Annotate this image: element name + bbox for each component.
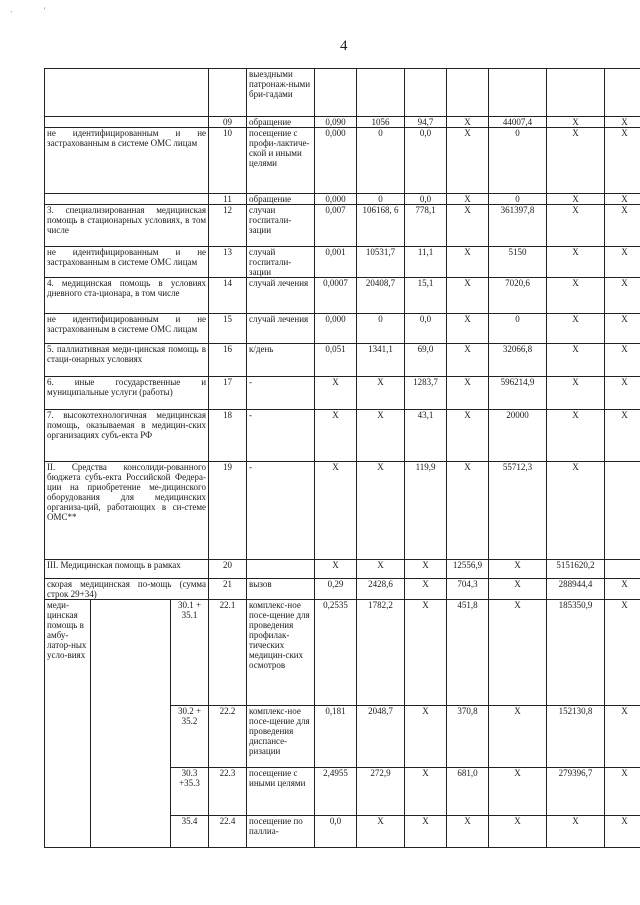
- unit-cell: вызов: [247, 579, 315, 600]
- value-cell: X: [605, 194, 640, 205]
- value-cell: X: [315, 377, 357, 410]
- value-cell: X: [547, 194, 605, 205]
- table-row: [45, 205, 640, 247]
- table-row: [45, 600, 640, 706]
- value-cell: 2048,7: [357, 706, 405, 768]
- value-cell: 12556,9: [447, 560, 489, 579]
- value-cell: X: [547, 247, 605, 278]
- row-code: 20: [209, 560, 247, 579]
- row-label: II. Средства консолиди-рованного бюджета субъ-екта Российской Федера-ции на приобретение ме-дицинского оборудования для медицинских организа-ций, работающих в си-стеме ОМС**: [45, 462, 209, 560]
- value-cell: X: [547, 205, 605, 247]
- value-cell: X: [605, 247, 640, 278]
- value-cell: X: [447, 377, 489, 410]
- value-cell: 681,0: [447, 768, 489, 816]
- value-cell: [605, 462, 640, 560]
- value-cell: [447, 69, 489, 117]
- row-code: 18: [209, 410, 247, 462]
- value-cell: 0,090: [315, 117, 357, 128]
- unit-cell: выездными патронаж-ными бри-гадами: [247, 69, 315, 117]
- value-cell: X: [447, 194, 489, 205]
- value-cell: X: [605, 377, 640, 410]
- row-label: 6. иные государственные и муниципальные услуги (работы): [45, 377, 209, 410]
- value-cell: 0,000: [315, 314, 357, 344]
- value-cell: 596214,9: [489, 377, 547, 410]
- value-cell: X: [315, 462, 357, 560]
- table-row: [45, 69, 640, 117]
- unit-cell: обращение: [247, 194, 315, 205]
- scan-speck-top: ': [44, 6, 46, 15]
- page-number: 4: [340, 38, 348, 54]
- unit-cell: обращение: [247, 117, 315, 128]
- value-cell: X: [489, 600, 547, 706]
- value-cell: X: [447, 278, 489, 314]
- value-cell: 55712,3: [489, 462, 547, 560]
- value-cell: 0,007: [315, 205, 357, 247]
- row-label: 3. специализированная медицинская помощь в стационарных условиях, в том числе: [45, 205, 209, 247]
- value-cell: [605, 560, 640, 579]
- table-row: [45, 579, 640, 600]
- value-cell: 44007,4: [489, 117, 547, 128]
- value-cell: X: [547, 314, 605, 344]
- value-cell: 0: [357, 194, 405, 205]
- value-cell: X: [605, 579, 640, 600]
- value-cell: X: [547, 344, 605, 377]
- value-cell: X: [547, 117, 605, 128]
- table-row: [45, 247, 640, 278]
- value-cell: 94,7: [405, 117, 447, 128]
- value-cell: 778,1: [405, 205, 447, 247]
- value-cell: 2428,6: [357, 579, 405, 600]
- value-cell: X: [447, 128, 489, 194]
- row-label: 5. паллиативная меди-цинская помощь в стаци-онарных условиях: [45, 344, 209, 377]
- row-code: 14: [209, 278, 247, 314]
- row-label: [45, 194, 209, 205]
- row-code: 10: [209, 128, 247, 194]
- value-cell: 5150: [489, 247, 547, 278]
- value-cell: X: [605, 278, 640, 314]
- value-cell: X: [357, 462, 405, 560]
- table-row: [45, 344, 640, 377]
- value-cell: X: [605, 128, 640, 194]
- value-cell: 0,0: [405, 128, 447, 194]
- row-label: скорая медицинская по-мощь (сумма строк 29+34): [45, 579, 209, 600]
- unit-cell: -: [247, 410, 315, 462]
- value-cell: 0: [489, 128, 547, 194]
- value-cell: X: [405, 560, 447, 579]
- value-cell: 0: [489, 314, 547, 344]
- value-cell: X: [447, 410, 489, 462]
- row-code: 15: [209, 314, 247, 344]
- value-cell: X: [605, 344, 640, 377]
- value-cell: [405, 69, 447, 117]
- value-cell: 0,2535: [315, 600, 357, 706]
- value-cell: 2,4955: [315, 768, 357, 816]
- table-row: [45, 410, 640, 462]
- value-cell: X: [489, 706, 547, 768]
- value-cell: X: [489, 560, 547, 579]
- value-cell: 5151620,2: [547, 560, 605, 579]
- value-cell: X: [605, 410, 640, 462]
- value-cell: 272,9: [357, 768, 405, 816]
- row-label: [45, 117, 209, 128]
- value-cell: X: [605, 816, 640, 848]
- value-cell: 0,181: [315, 706, 357, 768]
- value-cell: X: [447, 344, 489, 377]
- value-cell: X: [357, 816, 405, 848]
- table-row: [45, 117, 640, 128]
- value-cell: 1283,7: [405, 377, 447, 410]
- table-row: [45, 560, 640, 579]
- table-row: [45, 194, 640, 205]
- value-cell: X: [547, 462, 605, 560]
- value-cell: [547, 69, 605, 117]
- unit-cell: -: [247, 377, 315, 410]
- value-cell: 1341,1: [357, 344, 405, 377]
- value-cell: X: [447, 247, 489, 278]
- value-cell: 1056: [357, 117, 405, 128]
- value-cell: X: [357, 377, 405, 410]
- statistics-table: [44, 68, 640, 848]
- value-cell: X: [315, 560, 357, 579]
- row-label: не идентифицированным и не застрахованным в системе ОМС лицам: [45, 128, 209, 194]
- table-row: [45, 377, 640, 410]
- value-cell: X: [315, 410, 357, 462]
- value-cell: 451,8: [447, 600, 489, 706]
- value-cell: X: [489, 816, 547, 848]
- value-cell: X: [605, 600, 640, 706]
- row-code: 12: [209, 205, 247, 247]
- row-label: 4. медицинская помощь в условиях дневного ста-ционара, в том числе: [45, 278, 209, 314]
- value-cell: 0,0: [405, 314, 447, 344]
- value-cell: X: [547, 377, 605, 410]
- value-cell: 370,8: [447, 706, 489, 768]
- row-sub-lines: 35.4: [171, 816, 209, 848]
- row-code: [209, 69, 247, 117]
- value-cell: 1782,2: [357, 600, 405, 706]
- unit-cell: случай госпитали-зации: [247, 247, 315, 278]
- value-cell: X: [447, 117, 489, 128]
- value-cell: X: [489, 579, 547, 600]
- value-cell: [489, 69, 547, 117]
- row-sub-lines: 30.3 +35.3: [171, 768, 209, 816]
- row-label: III. Медицинская помощь в рамках: [45, 560, 209, 579]
- value-cell: 0: [489, 194, 547, 205]
- value-cell: 0,29: [315, 579, 357, 600]
- value-cell: 361397,8: [489, 205, 547, 247]
- unit-cell: к/день: [247, 344, 315, 377]
- row-label: не идентифицированным и не застрахованным в системе ОМС лицам: [45, 314, 209, 344]
- value-cell: 0,0: [315, 816, 357, 848]
- value-cell: X: [405, 579, 447, 600]
- value-cell: X: [605, 117, 640, 128]
- value-cell: 32066,8: [489, 344, 547, 377]
- value-cell: X: [357, 560, 405, 579]
- value-cell: X: [605, 706, 640, 768]
- row-code: 22.1: [209, 600, 247, 706]
- value-cell: 20000: [489, 410, 547, 462]
- table-row: [45, 278, 640, 314]
- row-label: не идентифицированным и не застрахованным в системе ОМС лицам: [45, 247, 209, 278]
- value-cell: [605, 69, 640, 117]
- value-cell: 20408,7: [357, 278, 405, 314]
- row-code: 22.3: [209, 768, 247, 816]
- row-code: 19: [209, 462, 247, 560]
- value-cell: 0,0007: [315, 278, 357, 314]
- value-cell: 15,1: [405, 278, 447, 314]
- value-cell: [315, 69, 357, 117]
- unit-cell: посещение с иными целями: [247, 768, 315, 816]
- row-code: 22.2: [209, 706, 247, 768]
- value-cell: 10531,7: [357, 247, 405, 278]
- value-cell: X: [447, 816, 489, 848]
- value-cell: X: [405, 706, 447, 768]
- unit-cell: посещение по паллиа-: [247, 816, 315, 848]
- unit-cell: комплекс-ное посе-щение для проведения диспансе-ризации: [247, 706, 315, 768]
- value-cell: X: [405, 768, 447, 816]
- value-cell: 152130,8: [547, 706, 605, 768]
- value-cell: X: [447, 462, 489, 560]
- value-cell: X: [547, 410, 605, 462]
- value-cell: 0,001: [315, 247, 357, 278]
- unit-cell: [247, 560, 315, 579]
- value-cell: X: [447, 314, 489, 344]
- row-code: 17: [209, 377, 247, 410]
- value-cell: 185350,9: [547, 600, 605, 706]
- value-cell: 0,000: [315, 128, 357, 194]
- value-cell: X: [357, 410, 405, 462]
- row-sub-lines: 30.2 + 35.2: [171, 706, 209, 768]
- value-cell: 0: [357, 314, 405, 344]
- value-cell: X: [405, 816, 447, 848]
- table-row: [45, 314, 640, 344]
- value-cell: 11,1: [405, 247, 447, 278]
- row-label: 7. высокотехнологичная медицинская помощь, оказываемая в медицин-ских организациях субъ-екта РФ: [45, 410, 209, 462]
- value-cell: X: [405, 600, 447, 706]
- value-cell: 0,051: [315, 344, 357, 377]
- row-code: 21: [209, 579, 247, 600]
- unit-cell: посещение с профи-лактиче-ской и иными целями: [247, 128, 315, 194]
- value-cell: 704,3: [447, 579, 489, 600]
- value-cell: X: [605, 314, 640, 344]
- value-cell: [357, 69, 405, 117]
- value-cell: 279396,7: [547, 768, 605, 816]
- unit-cell: комплекс-ное посе-щение для проведения профилак-тических медицин-ских осмотров: [247, 600, 315, 706]
- value-cell: X: [605, 768, 640, 816]
- value-cell: 288944,4: [547, 579, 605, 600]
- value-cell: X: [489, 768, 547, 816]
- value-cell: 0,0: [405, 194, 447, 205]
- row-label: [45, 69, 209, 117]
- unit-cell: случай лечения: [247, 278, 315, 314]
- table-row: [45, 128, 640, 194]
- value-cell: 7020,6: [489, 278, 547, 314]
- value-cell: X: [447, 205, 489, 247]
- row-code: 13: [209, 247, 247, 278]
- value-cell: 43,1: [405, 410, 447, 462]
- row-sub-lines: 30.1 + 35.1: [171, 600, 209, 706]
- scan-speck-left: `: [10, 10, 13, 19]
- table-row: [45, 462, 640, 560]
- value-cell: X: [547, 278, 605, 314]
- value-cell: X: [547, 816, 605, 848]
- row-code: 11: [209, 194, 247, 205]
- row-code: 22.4: [209, 816, 247, 848]
- row-code: 16: [209, 344, 247, 377]
- value-cell: 119,9: [405, 462, 447, 560]
- value-cell: 106168, 6: [357, 205, 405, 247]
- unit-cell: -: [247, 462, 315, 560]
- row-code: 09: [209, 117, 247, 128]
- ambulatory-label: меди-цинская помощь в амбу-латор-ных усло-виях: [45, 600, 91, 848]
- value-cell: 0: [357, 128, 405, 194]
- unit-cell: случаи госпитали-зации: [247, 205, 315, 247]
- ambulatory-blank-cell: [91, 600, 171, 848]
- value-cell: X: [605, 205, 640, 247]
- unit-cell: случай лечения: [247, 314, 315, 344]
- value-cell: X: [547, 128, 605, 194]
- value-cell: 69,0: [405, 344, 447, 377]
- value-cell: 0,000: [315, 194, 357, 205]
